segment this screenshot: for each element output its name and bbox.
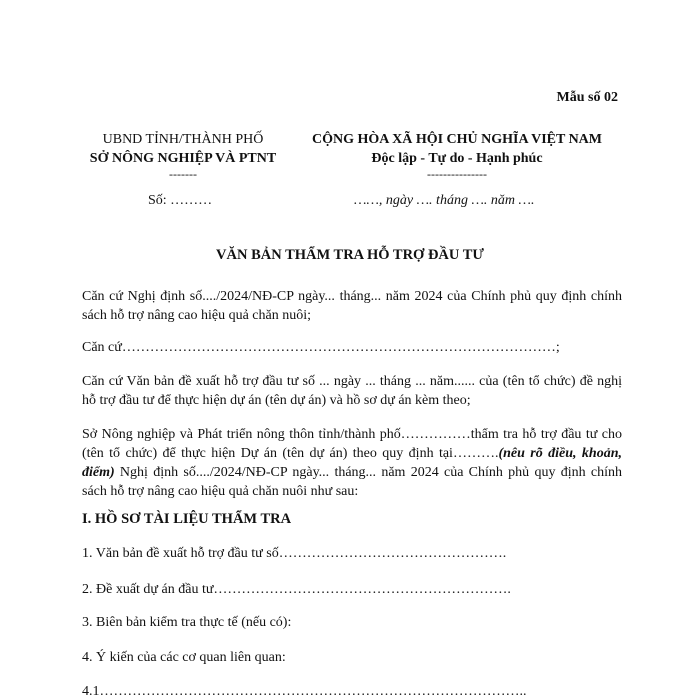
agency-separator: ------- bbox=[169, 167, 197, 181]
paragraph-legal-basis-1: Căn cứ Nghị định số..../2024/NĐ-CP ngày... tháng... năm 2024 của Chính phủ quy định chính sách hỗ trợ nâng cao hiệu quả chăn nuôi; bbox=[82, 289, 622, 323]
national-motto: Độc lập - Tự do - Hạnh phúc bbox=[371, 151, 543, 166]
national-title: CỘNG HÒA XÃ HỘI CHỦ NGHĨA VIỆT NAM bbox=[311, 132, 602, 147]
document-number: Số: ……… bbox=[148, 193, 213, 208]
agency-line2: SỞ NÔNG NGHIỆP VÀ PTNT bbox=[89, 151, 277, 166]
paragraph-legal-basis-2: Căn cứ…………………………………………………………………………………; bbox=[82, 340, 560, 355]
list-item: 1. Văn bản đề xuất hỗ trợ đầu tư số…………………………………………. bbox=[82, 546, 507, 561]
issuing-agency-header bbox=[82, 130, 284, 180]
document-title: VĂN BẢN THẨM TRA HỖ TRỢ ĐẦU TƯ bbox=[216, 247, 484, 263]
agency-line1: UBND TỈNH/THÀNH PHỐ bbox=[102, 132, 264, 147]
document-date: ……, ngày …. tháng …. năm …. bbox=[354, 193, 535, 208]
appraisal-text-part2: Nghị định số..../2024/NĐ-CP ngày... tháng... năm 2024 của Chính phủ quy định chính sách hỗ trợ nâng cao hiệu quả chăn nuôi như sau: bbox=[82, 465, 622, 499]
list-item: 3. Biên bản kiểm tra thực tế (nếu có): bbox=[82, 615, 292, 630]
list-item: 4.1……………………………………………………………………………….. bbox=[82, 684, 527, 699]
paragraph-legal-basis-3: Căn cứ Văn bản đề xuất hỗ trợ đầu tư số ... ngày ... tháng ... năm...... của (tên tổ chức) đề nghị hỗ trợ đầu tư để thực hiện dự án (tên dự án) và hồ sơ dự án kèm theo; bbox=[82, 374, 622, 408]
list-item: 2. Đề xuất dự án đầu tư………………………………………………………. bbox=[82, 582, 511, 597]
national-separator: --------------- bbox=[427, 167, 487, 181]
appraisal-text-part1: Sở Nông nghiệp và Phát triển nông thôn tỉnh/thành phố……………thẩm tra hỗ trợ đầu tư cho (tên tổ chức) để thực hiện Dự án (tên dự án) theo quy định tại………. bbox=[82, 427, 622, 461]
form-number: Mẫu số 02 bbox=[556, 90, 618, 105]
paragraph-appraisal-statement bbox=[82, 425, 622, 501]
section-heading: I. HỒ SƠ TÀI LIỆU THẨM TRA bbox=[82, 511, 292, 527]
list-item: 4. Ý kiến của các cơ quan liên quan: bbox=[82, 650, 286, 665]
national-header bbox=[296, 130, 618, 180]
appraisal-text-italic: (nêu rõ điều, khoản, điểm) bbox=[82, 446, 622, 480]
